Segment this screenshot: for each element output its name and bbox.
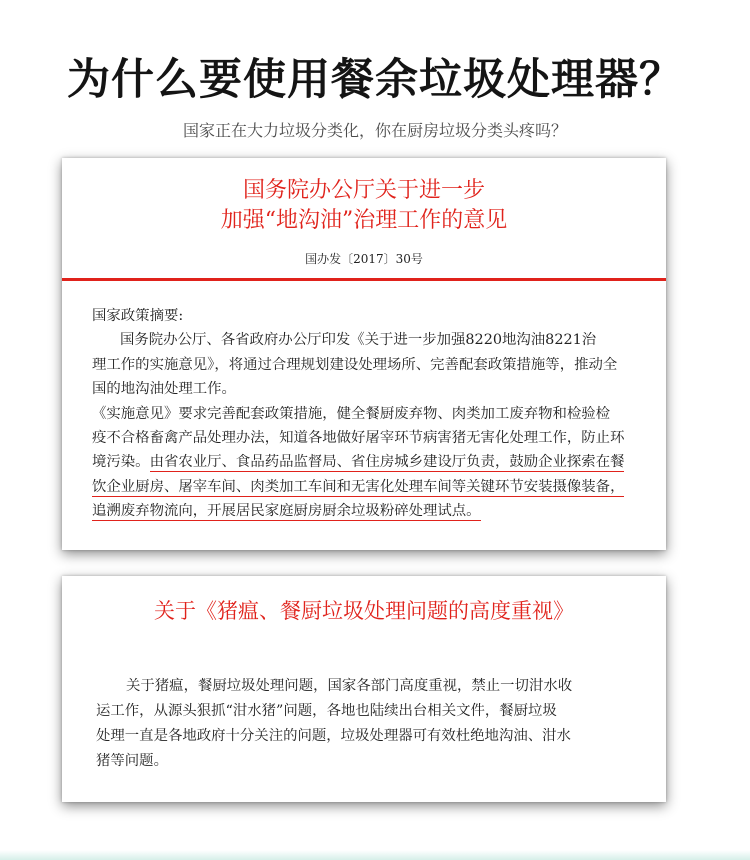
body-line: 运工作，从源头狠抓“泔水猪”问题，各地也陆续出台相关文件，餐厨垃圾 xyxy=(96,703,557,719)
policy-document-card xyxy=(62,158,666,550)
summary-line: 国务院办公厅、各省政府办公厅印发《关于进一步加强8220地沟油8221治 xyxy=(120,332,597,349)
policy-title-line-1: 国务院办公厅关于进一步 xyxy=(242,178,485,203)
summary-line: 疫不合格畜禽产品处理办法，知道各地做好屠宰环节病害猪无害化处理工作，防止环 xyxy=(92,430,625,447)
summary-line xyxy=(92,475,644,499)
body-line: 关于猪瘟，餐厨垃圾处理问题，国家各部门高度重视，禁止一切泔水收 xyxy=(126,678,573,694)
highlighted-text: 饮企业厨房、屠宰车间、肉类加工车间和无害化处理车间等关键环节安装摄像装备， xyxy=(92,478,625,495)
summary-line: 《实施意见》要求完善配套政策措施，健全餐厨废弃物、肉类加工废弃物和检验检 xyxy=(92,405,611,422)
page-title: 为什么要使用餐余垃圾处理器？ xyxy=(67,55,683,105)
summary-line: 理工作的实施意见》，将通过合理规划建设处理场所、完善配套政策措施等，推动全 xyxy=(92,356,618,373)
body-line: 处理一直是各地政府十分关注的问题，垃圾处理器可有效杜绝地沟油、泔水 xyxy=(96,728,571,744)
policy-summary xyxy=(92,304,644,524)
swine-card-body xyxy=(96,674,644,774)
swine-card-title: 关于《猪瘟、餐厨垃圾处理问题的高度重视》 xyxy=(154,599,574,623)
bottom-gradient-bar xyxy=(0,850,750,860)
red-divider xyxy=(62,278,666,281)
swine-fever-card xyxy=(62,576,666,802)
highlighted-text: 追溯废弃物流向，开展居民家庭厨房厨余垃圾粉碎处理试点。 xyxy=(92,503,481,520)
summary-line xyxy=(92,499,644,523)
summary-line-text: 境污染。 xyxy=(92,454,150,471)
document-number: 国办发〔2017〕30号 xyxy=(305,252,423,266)
summary-line: 国的地沟油处理工作。 xyxy=(92,381,236,398)
highlighted-text: 由省农业厅、食品药品监督局、省住房城乡建设厅负责，鼓励企业探索在餐 xyxy=(149,454,625,471)
body-line: 猪等问题。 xyxy=(96,753,168,769)
summary-line xyxy=(92,450,644,474)
policy-title-line-2: 加强“地沟油”治理工作的意见 xyxy=(220,208,508,233)
summary-label: 国家政策摘要: xyxy=(92,308,184,324)
page-subtitle: 国家正在大力垃圾分类化，你在厨房垃圾分类头疼吗？ xyxy=(182,121,567,140)
